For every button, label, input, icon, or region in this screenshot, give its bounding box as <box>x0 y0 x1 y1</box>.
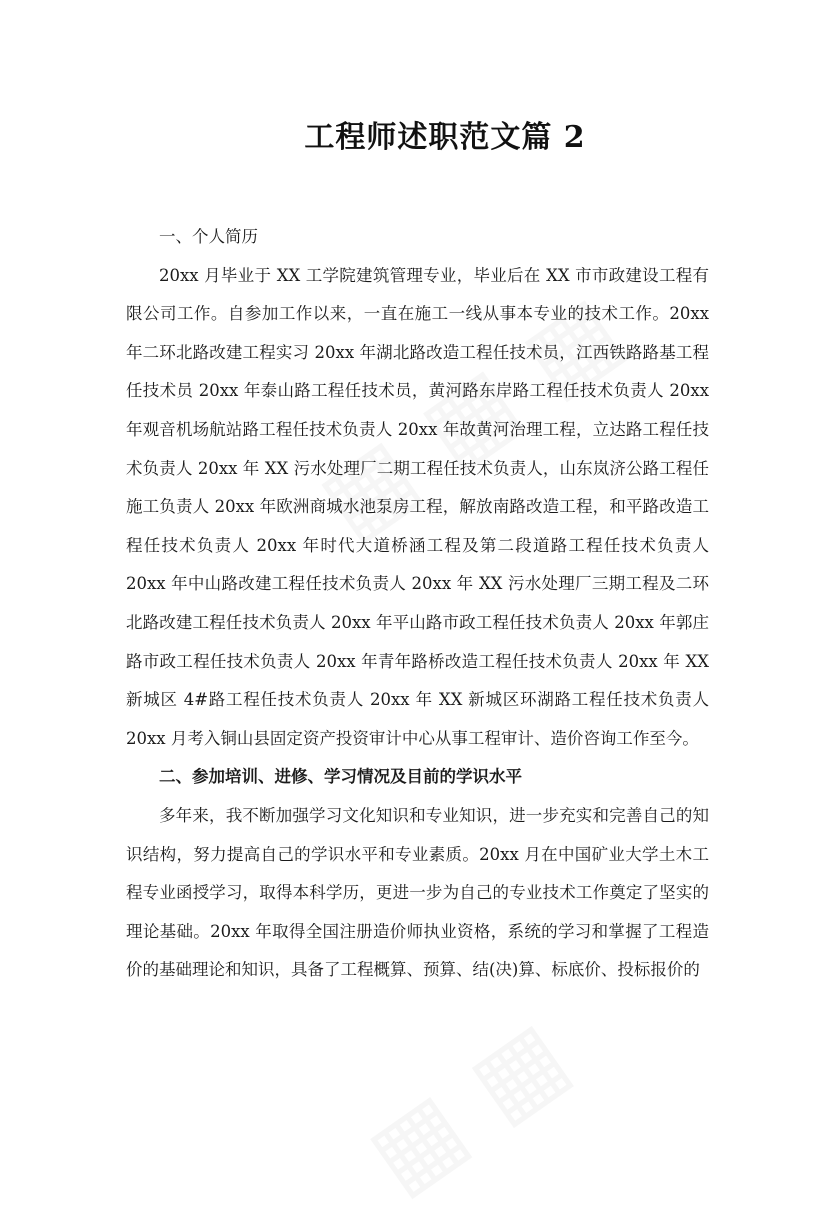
section-heading-resume: 一、个人简历 <box>159 227 258 246</box>
document-body <box>126 218 709 990</box>
watermark <box>347 999 587 1213</box>
paragraph-training: 多年来，我不断加强学习文化知识和专业知识，进一步充实和完善自己的知识结构，努力提高自己的学识水平和专业素质。20xx 月在中国矿业大学土木工程专业函授学习，取得本科学历，更进一步为自己的专业技术工作奠定了坚实的理论基础。20xx 年取得全国注册造价师执业资格，系统的学习和掌握了工程造价的基础理论和知识，具备了工程概算、预算、结(决)算、标底价、投标报价的 <box>126 805 709 980</box>
document-title: 工程师述职范文篇 2 <box>304 120 586 155</box>
section-heading-training: 二、参加培训、进修、学习情况及目前的学识水平 <box>159 767 522 787</box>
paragraph-resume: 20xx 月毕业于 XX 工学院建筑管理专业，毕业后在 XX 市市政建设工程有限公司工作。自参加工作以来，一直在施工一线从事本专业的技术工作。20xx 年二环北路改建工程实习 20xx 年湖北路改造工程任技术员，江西铁路路基工程任技术员 20xx 年泰山路工程任技术员，黄河路东岸路工程任技术负责人 20xx 年观音机场航站路工程任技术负责人 20xx 年故黄河治理工程，立达路工程任技术负责人 20xx 年 XX 污水处理厂二期工程任技术负责人，山东岚济公路工程任施工负责人 20xx 年欧洲商城水池泵房工程，解放南路改造工程，和平路改造工程任技术负责人 20xx 年时代大道桥涵工程及第二段道路工程任技术负责人 20xx 年中山路改建工程任技术负责人 20xx 年 XX 污水处理厂三期工程及二环北路改建工程任技术负责人 20xx 年平山路市政工程任技术负责人 20xx 年郭庄路市政工程任技术负责人 20xx 年青年路桥改造工程任技术负责人 20xx 年 XX 新城区 4#路工程任技术负责人 20xx 年 XX 新城区环湖路工程任技术负责人 20xx 月考入铜山县固定资产投资审计中心从事工程审计、造价咨询工作至今。 <box>126 265 709 748</box>
